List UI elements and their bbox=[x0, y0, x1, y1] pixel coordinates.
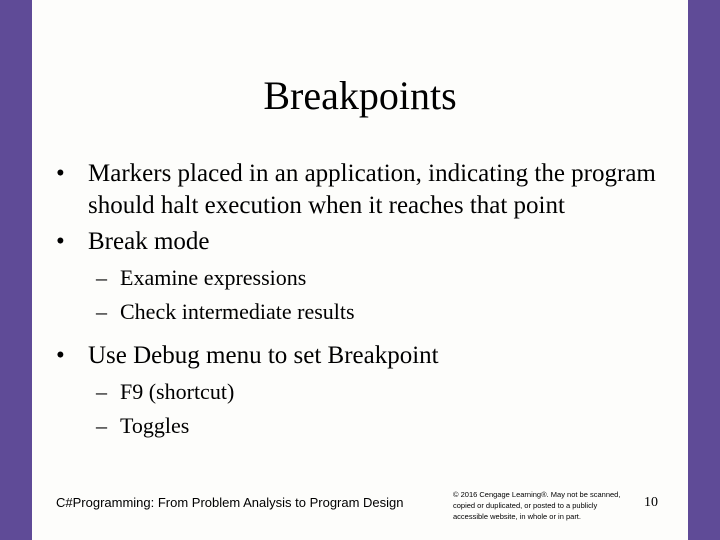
bullet-icon: • bbox=[56, 228, 65, 255]
left-accent-bar bbox=[0, 0, 32, 540]
bullet-icon: • bbox=[56, 160, 65, 187]
footer-course-title: C#Programming: From Problem Analysis to Program Design bbox=[56, 495, 404, 510]
sub-bullet-text: F9 (shortcut) bbox=[120, 379, 235, 404]
dash-icon: – bbox=[96, 299, 107, 324]
bullet-text: Use Debug menu to set Breakpoint bbox=[88, 342, 439, 369]
bullet-item bbox=[56, 158, 676, 222]
footer-copyright: © 2016 Cengage Learning®. May not be scanned, copied or duplicated, or posted to a publicly accessible website, in whole or in part. bbox=[453, 490, 621, 521]
slide-content bbox=[56, 158, 676, 442]
dash-icon: – bbox=[96, 413, 107, 438]
sub-bullet-item bbox=[56, 296, 676, 328]
dash-icon: – bbox=[96, 379, 107, 404]
dash-icon: – bbox=[96, 265, 107, 290]
slide-title: Breakpoints bbox=[263, 73, 457, 118]
sub-bullet-item bbox=[56, 376, 676, 408]
sub-bullet-item bbox=[56, 262, 676, 294]
spacer bbox=[56, 328, 676, 340]
bullet-icon: • bbox=[56, 342, 65, 369]
bullet-item bbox=[56, 340, 676, 372]
page-number: 10 bbox=[644, 495, 658, 510]
sub-bullet-text: Check intermediate results bbox=[120, 299, 355, 324]
right-accent-bar bbox=[688, 0, 720, 540]
bullet-text: Break mode bbox=[88, 228, 210, 255]
bullet-item bbox=[56, 226, 676, 258]
slide bbox=[32, 0, 688, 540]
sub-bullet-text: Toggles bbox=[120, 413, 190, 438]
bullet-text: Markers placed in an application, indicating the program should halt execution when it reaches that point bbox=[88, 160, 656, 219]
sub-bullet-item bbox=[56, 410, 676, 442]
sub-bullet-text: Examine expressions bbox=[120, 265, 307, 290]
